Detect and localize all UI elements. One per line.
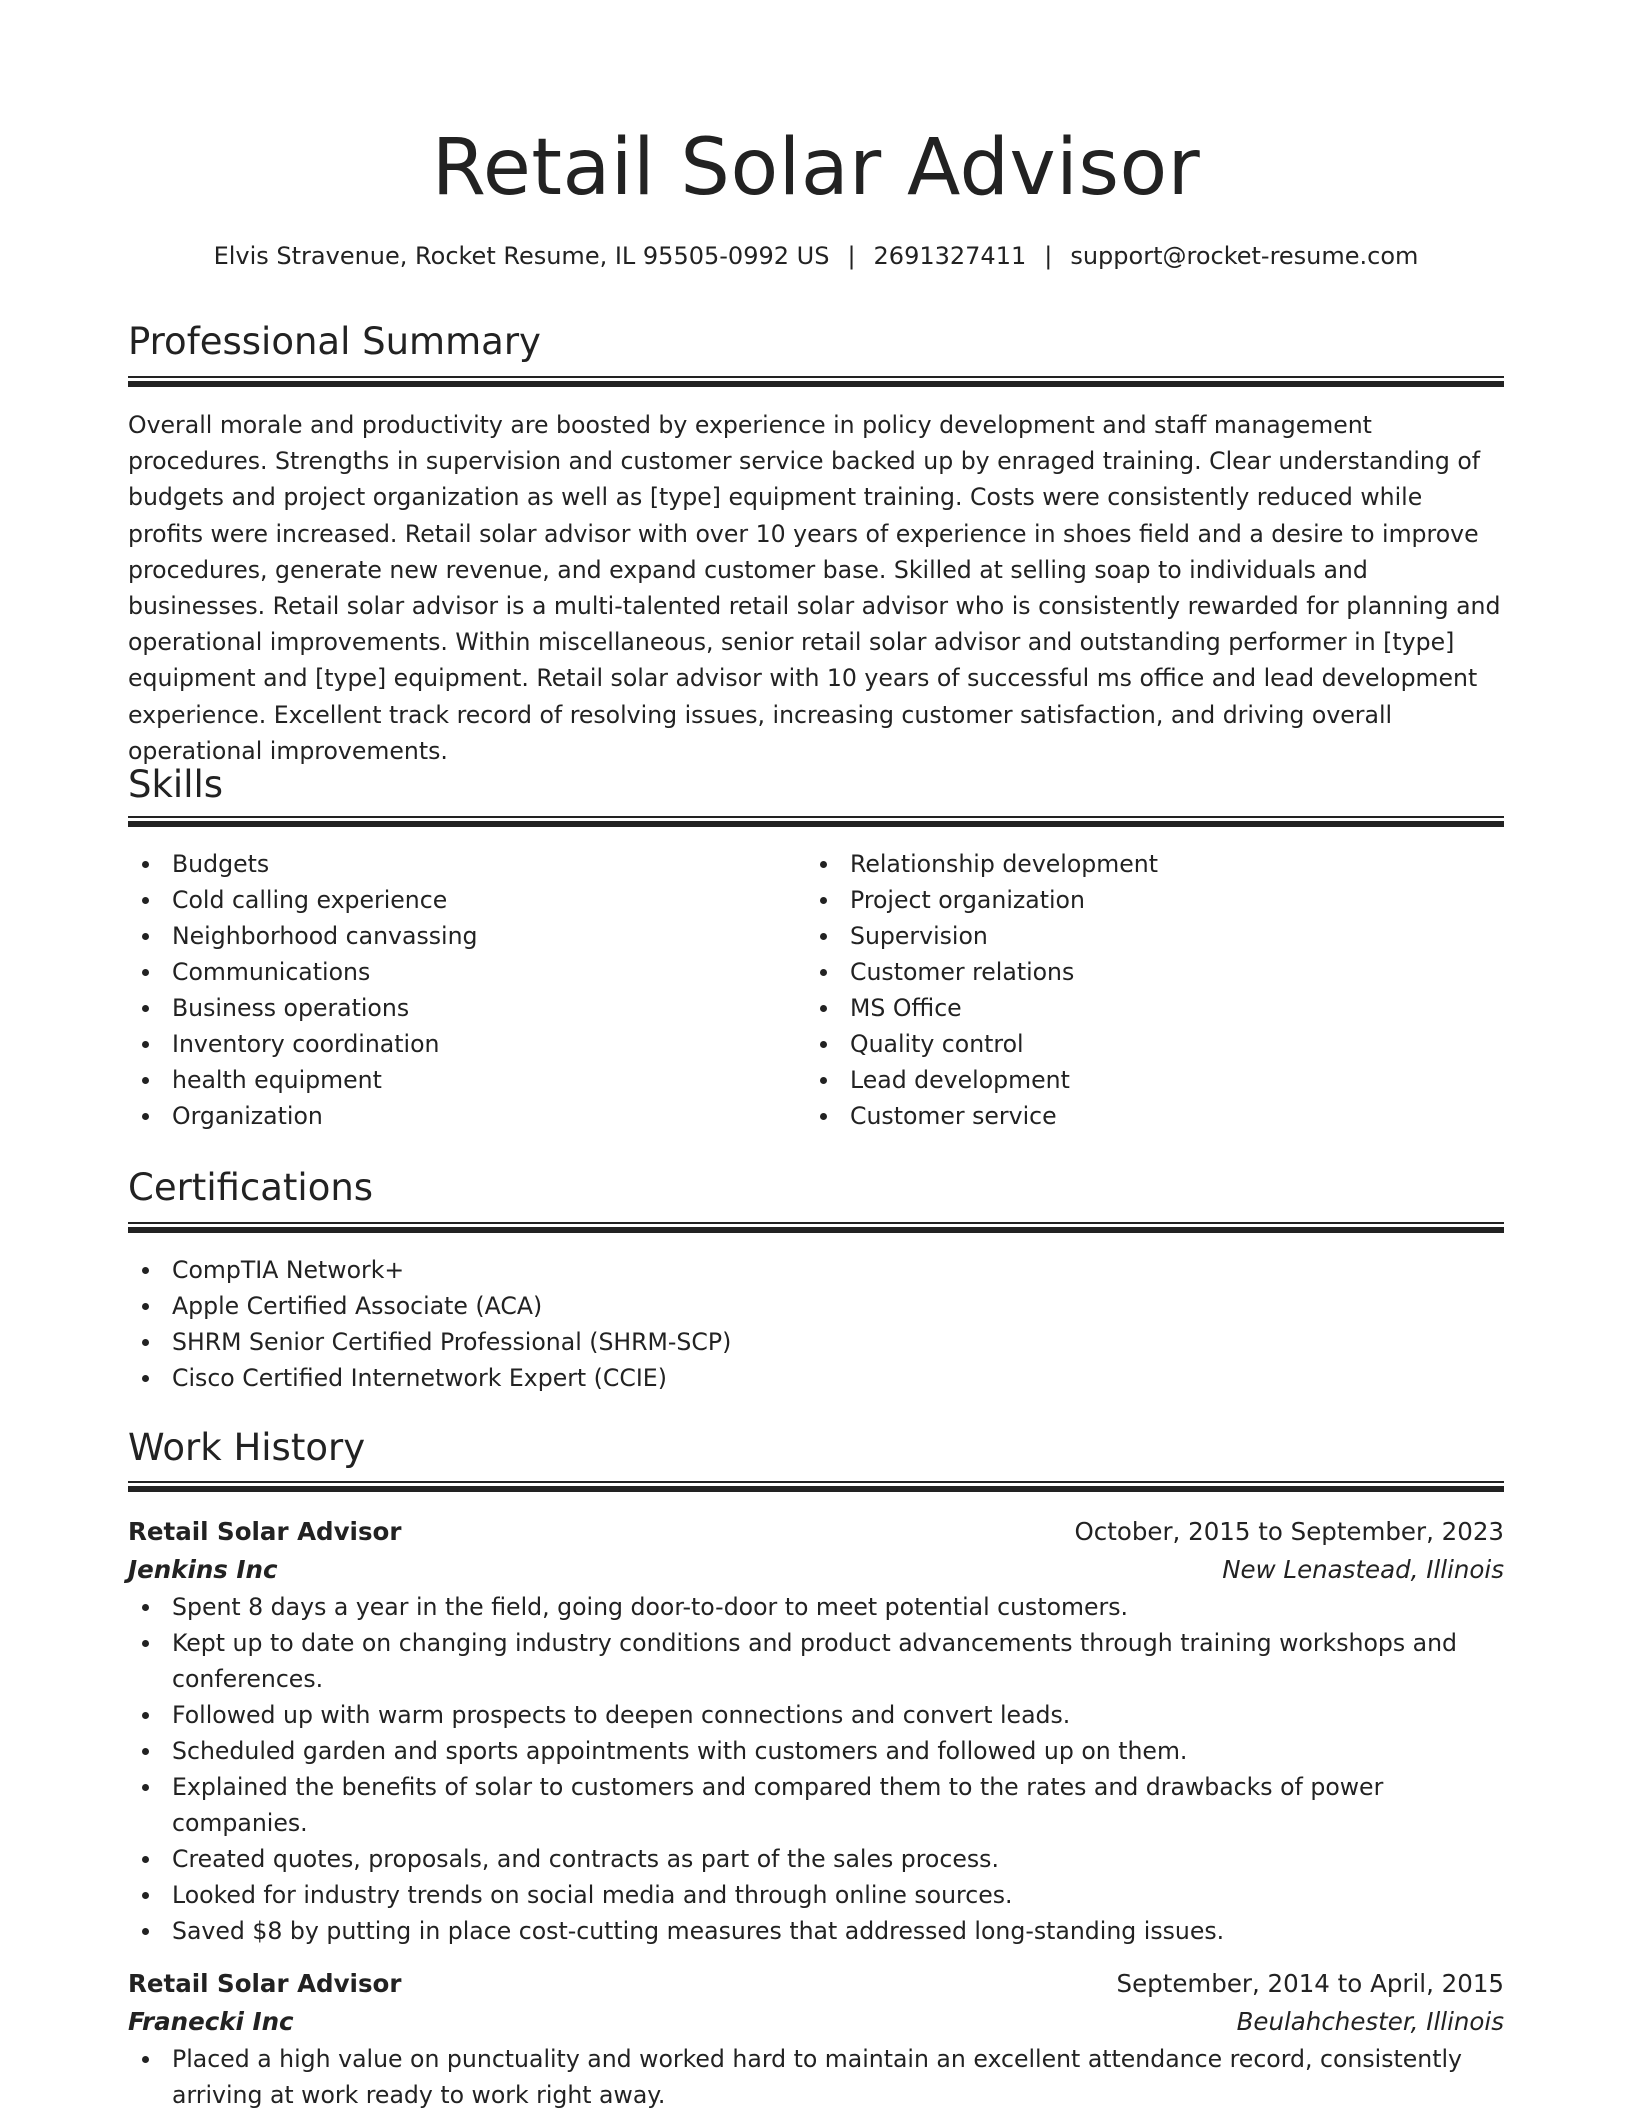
contact-line: [128, 240, 1504, 272]
job-company-row: [128, 1551, 1504, 1589]
skill-item: Organization: [128, 1098, 788, 1134]
skill-item: Customer service: [806, 1098, 1466, 1134]
skills-list-left: [128, 846, 788, 1134]
job-duty: Kept up to date on changing industry conditions and product advancements through training workshops and conferences.: [128, 1625, 1504, 1697]
work-history-heading: Work History: [128, 1426, 366, 1469]
job-duty: Created quotes, proposals, and contracts as part of the sales process.: [128, 1841, 1504, 1877]
job-company: Franecki Inc: [128, 2007, 294, 2036]
job-duty: Placed a high value on punctuality and worked hard to maintain an excellent attendance record, consistently arriving at work ready to work right away.: [128, 2041, 1504, 2113]
skill-item: Business operations: [128, 990, 788, 1026]
section-divider: [128, 1481, 1504, 1492]
job-duties-list: [128, 1589, 1504, 1949]
job-title: Retail Solar Advisor: [128, 1969, 402, 1998]
skill-item: MS Office: [806, 990, 1466, 1026]
skill-item: Customer relations: [806, 954, 1466, 990]
certification-item: Apple Certified Associate (ACA): [128, 1288, 1504, 1324]
job-title-row: [128, 1965, 1504, 2003]
contact-email: support@rocket-resume.com: [1070, 242, 1419, 270]
section-divider: [128, 1222, 1504, 1233]
section-divider: [128, 376, 1504, 387]
job-entry: [128, 1965, 1504, 2113]
certification-item: Cisco Certified Internetwork Expert (CCIE): [128, 1360, 1504, 1396]
certification-item: SHRM Senior Certified Professional (SHRM-SCP): [128, 1324, 1504, 1360]
skills-list-right: [806, 846, 1466, 1134]
job-dates: October, 2015 to September, 2023: [1074, 1517, 1504, 1546]
job-company-row: [128, 2003, 1504, 2041]
contact-separator: |: [1044, 242, 1053, 270]
skill-item: Project organization: [806, 882, 1466, 918]
skill-item: Lead development: [806, 1062, 1466, 1098]
job-entry: [128, 1513, 1504, 1949]
skill-item: Budgets: [128, 846, 788, 882]
skill-item: Neighborhood canvassing: [128, 918, 788, 954]
skill-item: Cold calling experience: [128, 882, 788, 918]
job-duties-list: [128, 2041, 1504, 2113]
job-title: Retail Solar Advisor: [128, 1517, 402, 1546]
contact-phone: 2691327411: [873, 242, 1027, 270]
job-location: New Lenastead, Illinois: [1222, 1555, 1504, 1584]
contact-separator: |: [847, 242, 856, 270]
skills-heading: Skills: [128, 763, 224, 806]
job-duty: Saved $8 by putting in place cost-cutting measures that addressed long-standing issues.: [128, 1913, 1504, 1949]
job-duty: Explained the benefits of solar to customers and compared them to the rates and drawbacks of power companies.: [128, 1769, 1504, 1841]
certifications-list: [128, 1252, 1504, 1396]
job-duty: Followed up with warm prospects to deepen connections and convert leads.: [128, 1697, 1504, 1733]
job-title-row: [128, 1513, 1504, 1551]
skill-item: health equipment: [128, 1062, 788, 1098]
job-duty: Looked for industry trends on social media and through online sources.: [128, 1877, 1504, 1913]
certifications-heading: Certifications: [128, 1166, 374, 1209]
skill-item: Relationship development: [806, 846, 1466, 882]
job-duty: Spent 8 days a year in the field, going door-to-door to meet potential customers.: [128, 1589, 1504, 1625]
certification-item: CompTIA Network+: [128, 1252, 1504, 1288]
skill-item: Quality control: [806, 1026, 1466, 1062]
resume-title: Retail Solar Advisor: [431, 123, 1201, 213]
section-divider: [128, 816, 1504, 827]
summary-heading: Professional Summary: [128, 320, 541, 363]
summary-text: Overall morale and productivity are boosted by experience in policy development and staff management procedures. Strengths in supervision and customer service backed up by enraged training. Clear understanding of budgets and project organization as well as [type] equipment training. Costs were consistently reduced while profits were increased. Retail solar advisor with over 10 years of experience in shoes field and a desire to improve procedures, generate new revenue, and expand customer base. Skilled at selling soap to individuals and businesses. Retail solar advisor is a multi-talented retail solar advisor who is consistently rewarded for planning and operational improvements. Within miscellaneous, senior retail solar advisor and outstanding performer in [type] equipment and [type] equipment. Retail solar advisor with 10 years of successful ms office and lead development experience. Excellent track record of resolving issues, increasing customer satisfaction, and driving overall operational improvements.: [128, 411, 1501, 765]
contact-address: Elvis Stravenue, Rocket Resume, IL 95505-0992 US: [213, 242, 830, 270]
job-location: Beulahchester, Illinois: [1236, 2007, 1504, 2036]
job-dates: September, 2014 to April, 2015: [1116, 1969, 1504, 1998]
skill-item: Inventory coordination: [128, 1026, 788, 1062]
skill-item: Supervision: [806, 918, 1466, 954]
job-duty: Scheduled garden and sports appointments with customers and followed up on them.: [128, 1733, 1504, 1769]
job-company: Jenkins Inc: [128, 1555, 278, 1584]
skill-item: Communications: [128, 954, 788, 990]
